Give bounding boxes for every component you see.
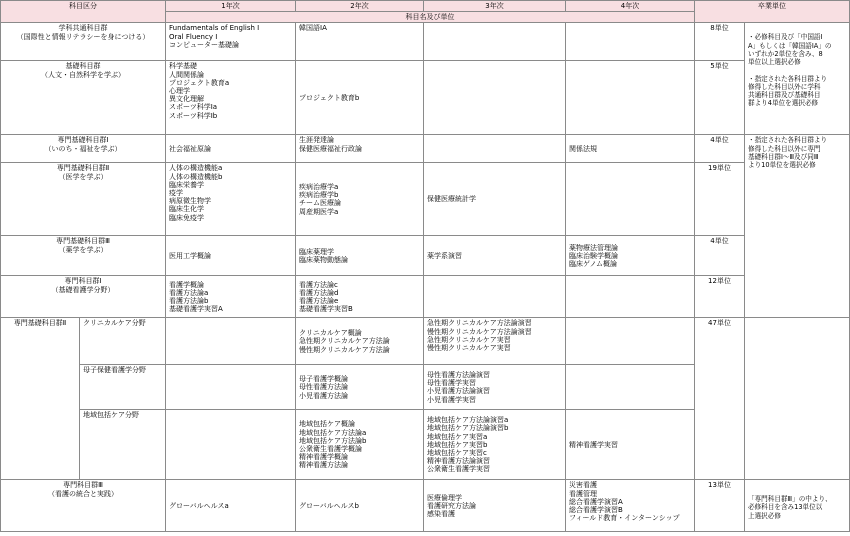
cell-co-y2 — [296, 410, 424, 480]
category-general: 学科共通科目群 （国際性と情報リテラシーを身につける） — [1, 23, 166, 61]
course: 異文化理解 — [169, 95, 204, 104]
cell-sb1-y3 — [424, 135, 566, 163]
cell-sb2-y2 — [296, 163, 424, 236]
cell-co-y4 — [566, 410, 695, 480]
cell-s3-y4 — [566, 480, 695, 532]
units-sb3: 4単位 — [695, 236, 745, 276]
cell-co-y1 — [166, 410, 296, 480]
course: 地域包括ケア概論 — [299, 420, 355, 429]
course: スポーツ科学Ⅰb — [169, 111, 218, 120]
course: 基礎看護学実習A — [169, 305, 223, 314]
header-year4: 4年次 — [566, 1, 695, 12]
course: 人間関係論 — [169, 70, 204, 79]
note-specialized-3: 「専門科目群Ⅲ」の中より、 必修科目を含み13単位以 上選択必修 — [745, 480, 850, 532]
cell-s1-y2 — [296, 276, 424, 318]
course: 精神看護学実習 — [569, 440, 618, 449]
units-s2: 47単位 — [695, 318, 745, 480]
cell-sb2-y4 — [566, 163, 695, 236]
cell-cc-y2 — [296, 318, 424, 365]
units-basic: 5単位 — [695, 61, 745, 135]
course: 地域包括ケア方法論演習b — [427, 424, 509, 433]
cell-basic-y1 — [166, 61, 296, 135]
course: 感染看護 — [427, 510, 455, 518]
category-basic: 基礎科目群 （人文・自然科学を学ぶ） — [1, 61, 166, 135]
course: 看護方法論c — [299, 280, 338, 289]
units-s1: 12単位 — [695, 276, 745, 318]
course: 保健医療福祉行政論 — [299, 144, 362, 153]
course: 慢性期クリニカルケア方法論演習 — [427, 327, 532, 336]
course: 薬学系演習 — [427, 251, 462, 260]
cell-cc-y1 — [166, 318, 296, 365]
cell-sb2-y1 — [166, 163, 296, 236]
cell-s3-y1 — [166, 480, 296, 532]
course: チーム医療論 — [299, 199, 341, 208]
course: 疾病治療学b — [299, 191, 339, 200]
course: 母子看護学概論 — [299, 375, 348, 384]
cell-basic-y4 — [566, 61, 695, 135]
course: 保健医療統計学 — [427, 195, 476, 204]
course: 臨床免疫学 — [169, 213, 204, 222]
units-sb2: 19単位 — [695, 163, 745, 236]
cell-general-y2 — [296, 23, 424, 61]
header-subjects-units: 科目名及び単位 — [166, 12, 695, 23]
header-year2: 2年次 — [296, 1, 424, 12]
course: 心理学 — [169, 87, 190, 96]
course: 小児看護学実習 — [427, 395, 476, 404]
course: 急性期クリニカルケア方法論 — [299, 337, 390, 346]
course: 周産期医学a — [299, 207, 339, 216]
course: 慢性期クリニカルケア方法論 — [299, 345, 390, 354]
course: 看護管理 — [569, 489, 597, 498]
course: 病原微生物学 — [169, 197, 211, 206]
course: フィールド教育・インターンシップ — [569, 514, 680, 523]
course: 薬物療法管理論 — [569, 243, 618, 252]
units-sb1: 4単位 — [695, 135, 745, 163]
cell-basic-y2 — [296, 61, 424, 135]
cell-co-y3 — [424, 410, 566, 480]
course: 小児看護方法論 — [299, 391, 348, 400]
course: 医療倫理学 — [427, 493, 462, 502]
course: 臨床ゲノム概論 — [569, 260, 618, 268]
cell-sb3-y2 — [296, 236, 424, 276]
header-graduation-units: 卒業単位 — [695, 1, 850, 23]
field-maternal-child: 母子保健看護学分野 — [80, 365, 166, 410]
course: 総合看護学演習B — [569, 506, 623, 515]
note-general-basic: ・必修科目及び「中国語Ⅰ A」もしくは「韓国語ⅠA」の いずれか2単位を含み、8 単位以上選択必修 ・指定された各科目群より 修得した科目以外に学科 共通科目群及び基礎科目 群より4単位を選択必修 — [745, 23, 850, 135]
course: 小児看護方法論演習 — [427, 387, 490, 396]
course: 臨床生化学 — [169, 205, 204, 214]
cell-general-y3 — [424, 23, 566, 61]
course: コンピューター基礎論 — [169, 40, 239, 49]
cell-cc-y3 — [424, 318, 566, 365]
course: 地域包括ケア方法論演習a — [427, 416, 509, 425]
course: 公衆衛生看護学実習 — [427, 465, 490, 474]
course: Oral Fluency Ⅰ — [169, 32, 218, 41]
category-specialized-basic-2: 専門基礎科目群Ⅱ （医学を学ぶ） — [1, 163, 166, 236]
units-s3: 13単位 — [695, 480, 745, 532]
course: 臨床治験学概論 — [569, 251, 618, 260]
course: グローバルヘルスb — [299, 501, 359, 510]
course: 科学基礎 — [169, 62, 197, 71]
course: 地域包括ケア実習b — [427, 440, 488, 449]
note-specialized-basic: ・指定された各科目群より 修得した科目以外に専門 基礎科目群Ⅰ～Ⅲ及び同Ⅲ より10単位を選択必修 — [745, 135, 850, 318]
course: 地域包括ケア方法論a — [299, 428, 367, 437]
course: 看護方法論a — [169, 288, 209, 297]
course: 臨床薬物動態論 — [299, 255, 348, 264]
course: 人体の構造機能a — [169, 164, 223, 173]
course: 看護方法論d — [299, 288, 339, 297]
course: 公衆衛生看護学概論 — [299, 444, 362, 453]
course: 基礎看護学実習B — [299, 305, 353, 314]
course: 関係法規 — [569, 144, 597, 153]
cell-sb3-y3 — [424, 236, 566, 276]
category-specialized-1: 専門科目群Ⅰ （基礎看護学分野） — [1, 276, 166, 318]
cell-s1-y3 — [424, 276, 566, 318]
cell-cc-y4 — [566, 318, 695, 365]
field-clinical-care: クリニカルケア分野 — [80, 318, 166, 365]
course: 地域包括ケア方法論b — [299, 436, 367, 445]
course: スポーツ科学Ⅰa — [169, 103, 218, 112]
header-category: 科目区分 — [1, 1, 166, 23]
units-general: 8単位 — [695, 23, 745, 61]
category-specialized-2: 専門基礎科目群Ⅱ — [1, 318, 80, 480]
course: 慢性期クリニカルケア実習 — [427, 344, 511, 353]
course: 急性期クリニカルケア実習 — [427, 335, 511, 344]
course: 精神看護方法論演習 — [427, 457, 490, 466]
course: 災害看護 — [569, 481, 597, 490]
course: 総合看護学演習A — [569, 497, 623, 506]
cell-sb3-y4 — [566, 236, 695, 276]
cell-sb1-y2 — [296, 135, 424, 163]
cell-mc-y3 — [424, 365, 566, 410]
cell-sb3-y1 — [166, 236, 296, 276]
header-year1: 1年次 — [166, 1, 296, 12]
course: 母性看護学実習 — [427, 379, 476, 388]
header-year3: 3年次 — [424, 1, 566, 12]
field-community-care: 地域包括ケア分野 — [80, 410, 166, 480]
cell-general-y1 — [166, 23, 296, 61]
course: 臨床薬理学 — [299, 247, 334, 256]
course: 精神看護方法論 — [299, 461, 348, 470]
course: 疫学 — [169, 189, 183, 198]
cell-basic-y3 — [424, 61, 566, 135]
course: 韓国語ⅠA — [299, 24, 327, 33]
category-specialized-basic-3: 専門基礎科目群Ⅲ （薬学を学ぶ） — [1, 236, 166, 276]
course: 看護学概論 — [169, 280, 204, 289]
course: 地域包括ケア実習a — [427, 432, 488, 441]
cell-general-y4 — [566, 23, 695, 61]
course: クリニカルケア概論 — [299, 329, 362, 338]
course: 社会福祉原論 — [169, 144, 211, 153]
course: 母性看護方法論 — [299, 383, 348, 392]
category-specialized-basic-1: 専門基礎科目群Ⅰ （いのち・福祉を学ぶ） — [1, 135, 166, 163]
course: 看護方法論b — [169, 296, 209, 305]
cell-mc-y2 — [296, 365, 424, 410]
cell-mc-y4 — [566, 365, 695, 410]
course: 精神看護学概論 — [299, 453, 348, 462]
course: 人体の構造機能b — [169, 172, 223, 181]
cell-sb2-y3 — [424, 163, 566, 236]
course: グローバルヘルスa — [169, 501, 229, 510]
cell-sb1-y4 — [566, 135, 695, 163]
course: Fundamentals of English Ⅰ — [169, 24, 260, 33]
cell-s3-y2 — [296, 480, 424, 532]
course: 急性期クリニカルケア方法論演習 — [427, 319, 532, 328]
course: 看護方法論e — [299, 296, 339, 305]
course: プロジェクト教育b — [299, 93, 360, 102]
course: 看護研究方法論 — [427, 501, 476, 510]
course: 地域包括ケア実習c — [427, 449, 487, 457]
cell-s3-y3 — [424, 480, 566, 532]
cell-s1-y1 — [166, 276, 296, 318]
course: プロジェクト教育a — [169, 78, 230, 87]
course: 母性看護方法論演習 — [427, 371, 490, 379]
cell-mc-y1 — [166, 365, 296, 410]
course: 臨床栄養学 — [169, 180, 204, 189]
cell-s1-y4 — [566, 276, 695, 318]
course: 医用工学概論 — [169, 251, 211, 260]
cell-sb1-y1 — [166, 135, 296, 163]
course: 疾病治療学a — [299, 183, 339, 191]
course: 生涯発達論 — [299, 136, 334, 145]
category-specialized-3: 専門科目群Ⅲ （看護の統合と実践） — [1, 480, 166, 532]
